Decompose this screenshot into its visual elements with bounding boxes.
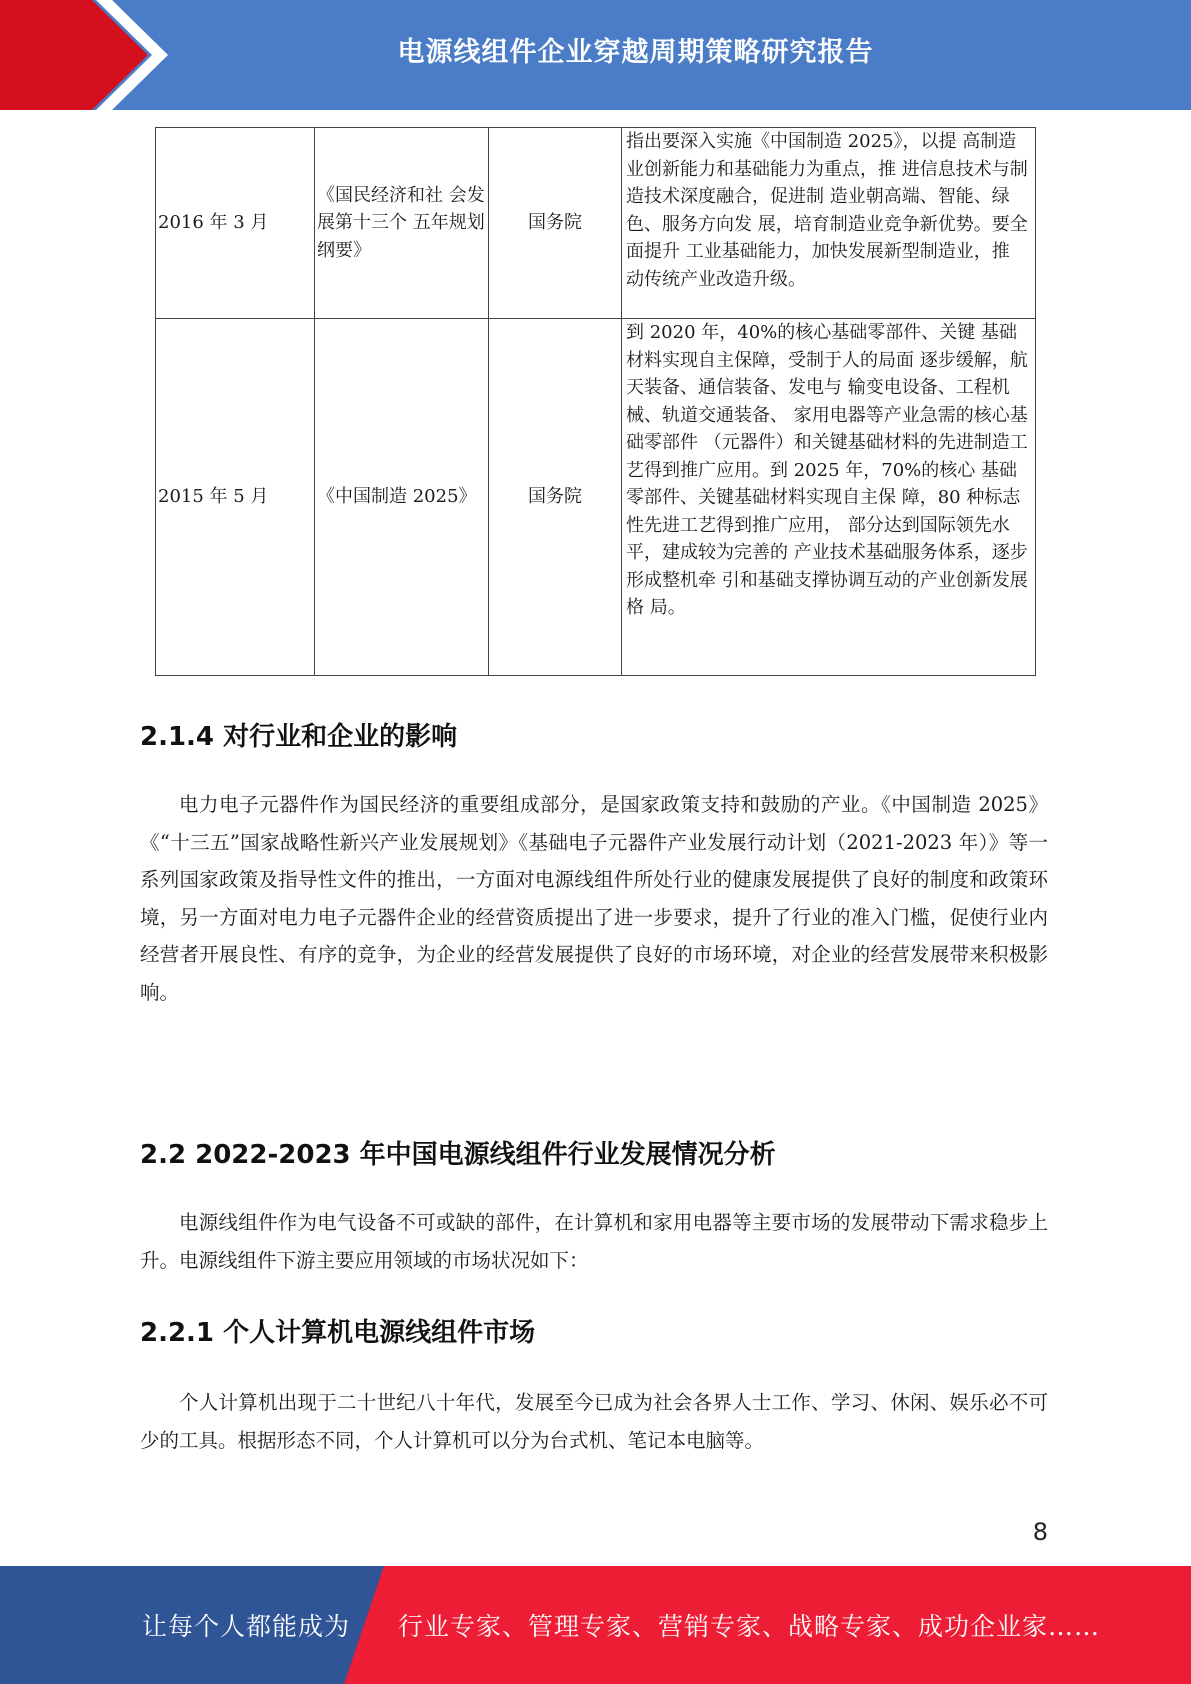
section-paragraph-2-2-1: 个人计算机出现于二十世纪八十年代，发展至今已成为社会各界人士工作、学习、休闲、娱乐必不可少的工具。根据形态不同，个人计算机可以分为台式机、笔记本电脑等。 xyxy=(140,1391,1048,1452)
footer-slogan-left: 让每个人都能成为 xyxy=(142,1612,351,1641)
table-cell-issuer: 国务院 xyxy=(489,319,622,676)
header-banner xyxy=(0,0,1191,110)
table-cell-date: 2016 年 3 月 xyxy=(156,128,315,319)
section-paragraph-2-1-4: 电力电子元器件作为国民经济的重要组成部分，是国家政策支持和鼓励的产业。《中国制造 2025》《“十三五”国家战略性新兴产业发展规划》《基础电子元器件产业发展行动计划（2021-2023 年）》等一系列国家政策及指导性文件的推出，一方面对电源线组件所处行业的健康发展提供了良好的制度和政策环境，另一方面对电力电子元器件企业的经营资质提出了进一步要求，提升了行业的准入门槛，促使行业内经营者开展良性、有序的竞争，为企业的经营发展提供了良好的市场环境，对企业的经营发展带来积极影响。 xyxy=(140,793,1048,1004)
section-paragraph-2-2: 电源线组件作为电气设备不可或缺的部件，在计算机和家用电器等主要市场的发展带动下需求稳步上升。电源线组件下游主要应用领域的市场状况如下： xyxy=(140,1211,1048,1272)
policy-table xyxy=(155,127,1036,676)
table-cell-content: 指出要深入实施《中国制造 2025》，以提 高制造业创新能力和基础能力为重点，推 进信息技术与制造技术深度融合，促进制 造业朝高端、智能、绿色、服务方向发 展，培育制造业竞争新优势。要全面提升 工业基础能力，加快发展新型制造业，推 动传统产业改造升级。 xyxy=(622,128,1036,319)
page-number: 8 xyxy=(1032,1518,1048,1546)
table-cell-document: 《国民经济和社 会发展第十三个 五年规划纲要》 xyxy=(315,128,489,319)
footer-banner xyxy=(0,1566,1191,1684)
section-heading-2-2-1: 2.2.1 个人计算机电源线组件市场 xyxy=(140,1318,536,1348)
section-heading-2-1-4: 2.1.4 对行业和企业的影响 xyxy=(140,722,458,752)
report-title: 电源线组件企业穿越周期策略研究报告 xyxy=(397,37,874,68)
section-heading-2-2: 2.2 2022-2023 年中国电源线组件行业发展情况分析 xyxy=(140,1140,776,1170)
footer-slogan-right: 行业专家、管理专家、营销专家、战略专家、成功企业家…… xyxy=(398,1612,1101,1641)
table-cell-issuer: 国务院 xyxy=(489,128,622,319)
table-cell-date: 2015 年 5 月 xyxy=(156,319,315,676)
table-row xyxy=(156,128,1036,319)
table-cell-content: 到 2020 年，40%的核心基础零部件、关键 基础材料实现自主保障，受制于人的局面 逐步缓解，航天装备、通信装备、发电与 输变电设备、工程机械、轨道交通装备、 家用电器等产业急需的核心基础零部件 （元器件）和关键基础材料的先进制造工 艺得到推广应用。到 2025 年，70%的核心 基础零部件、关键基础材料实现自主保 障，80 种标志性先进工艺得到推广应用， 部分达到国际领先水平，建成较为完善的 产业技术基础服务体系，逐步形成整机牵 引和基础支撑协调互动的产业创新发展格 局。 xyxy=(622,319,1036,676)
table-cell-document: 《中国制造 2025》 xyxy=(315,319,489,676)
table-row xyxy=(156,319,1036,676)
